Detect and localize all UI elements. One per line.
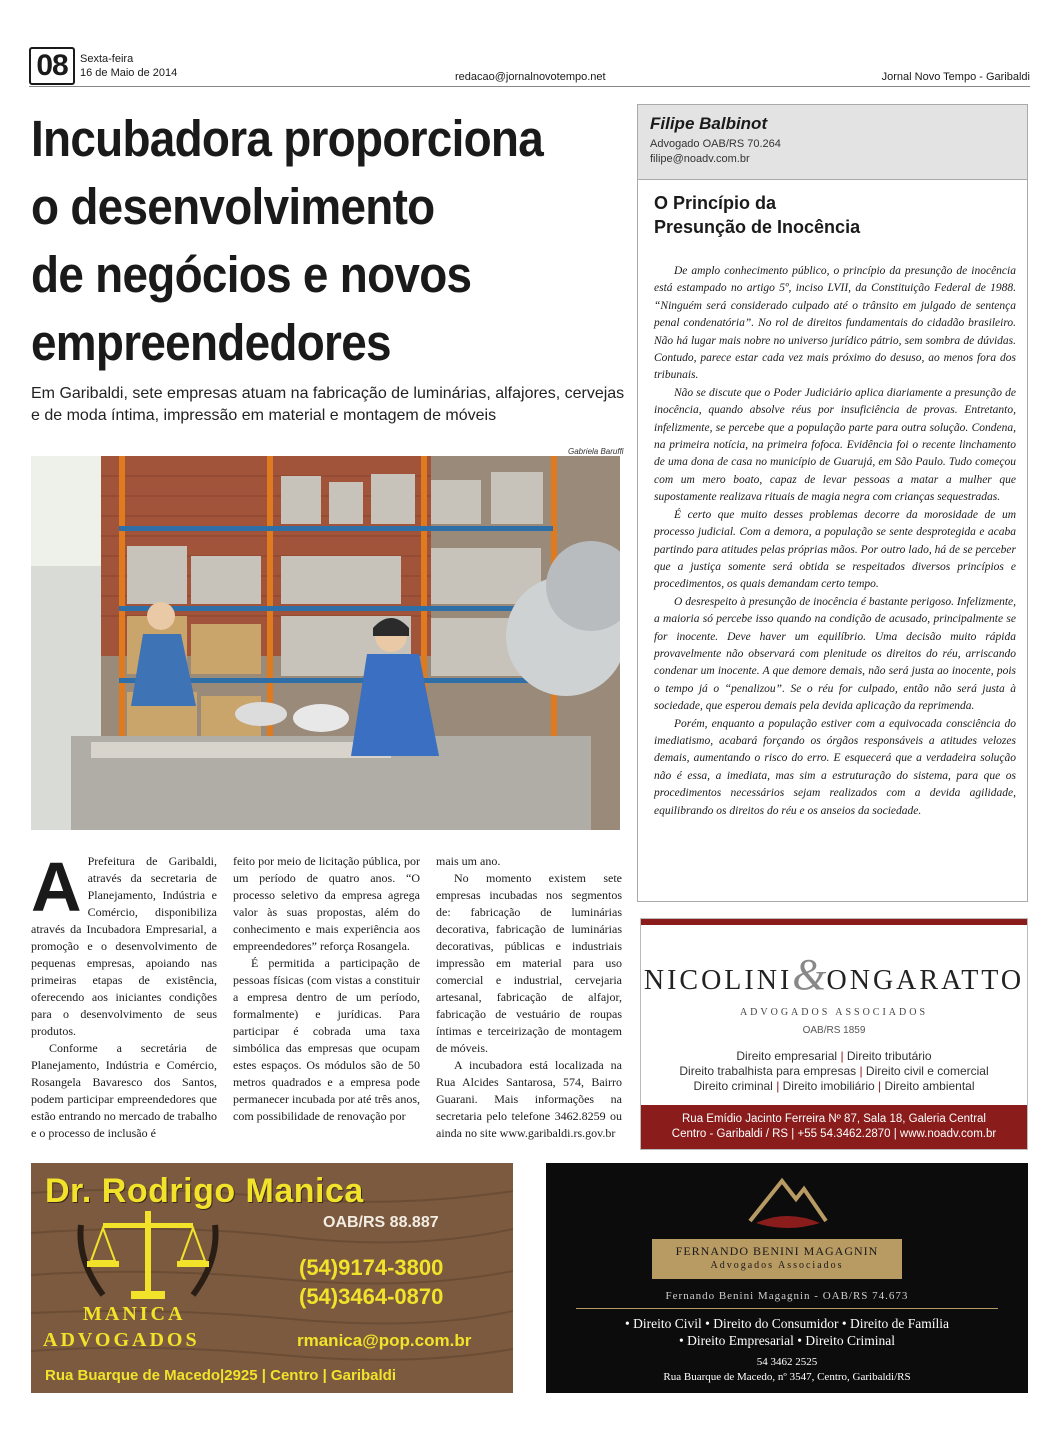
practice-area: Direito civil e comercial (865, 1064, 989, 1078)
practice-row (641, 1064, 1027, 1079)
separator: | (840, 1049, 847, 1063)
ad-contact[interactable]: Centro - Garibaldi / RS | +55 54.3462.2870 | www.noadv.com.br (671, 1128, 997, 1140)
plate-name: FERNANDO BENINI MAGAGNIN (675, 1244, 879, 1258)
separator: | (859, 1064, 866, 1078)
article-paragraph: Conforme a secretária de Planejamento, Indústria e Comércio, Rosangela Bavaresco dos Santos, podem participar empreendedores que estão entrando no mercado de trabalho e o processo de inclusão é (31, 1041, 217, 1140)
article-paragraph: feito por meio de licitação pública, por um período de quatro anos. “O processo seletivo da empresa agrega valor às suas propostas, além do conhecimento e mais experiência aos empreendedores” reforça Rosangela. (233, 854, 420, 953)
separator: | (776, 1079, 783, 1093)
logo-name-left: NICOLINI (643, 965, 793, 996)
practice-row (641, 1079, 1027, 1094)
ad-manica-advogados[interactable] (31, 1163, 513, 1393)
article-paragraph: No momento existem sete empresas incubadas nos segmentos de: fabricação de luminárias decorativa, fabricação de luminárias decorativas, públicas e industriais impressão em material para uso comercial e industrial, cervejaria artesanal, fabricação de alfajor, fabricação de vestuário de roupas íntimas e terceirização de montagem de móveis. (436, 871, 622, 1055)
photo-credit: Gabriela Baruffi (568, 447, 624, 456)
paragraph-text: Prefeitura de Garibaldi, através da secretaria de Planejamento, Indústria e Comércio, disponibiliza através da Incubadora Empresarial, a promoção e o desenvolvimento de pequenas empresas, apoiando nas primeiras etapas de existência, oferecendo aos iniciantes condições para o desenvolvimento de seus produtos. (31, 854, 217, 1038)
article-paragraph: mais um ano. (436, 854, 501, 868)
author-email[interactable]: filipe@noadv.com.br (650, 153, 750, 165)
ad-phone[interactable]: 54 3462 2525 (756, 1356, 818, 1368)
column-paragraph: Não se discute que o Poder Judiciário aplica diariamente a presunção de inocência, quando absolve réus por insuficiência de provas. Entretanto, infelizmente, se percebe que a população parte para outra solução. Condena, na primeira notícia, na primeira fofoca. Evidência foi o recente linchamento de uma dona de casa no município de Guarujá, em São Paulo. Tudo começou com um mero boato, capaz de levar pessoas a matar a mulher que supostamente realizava rituais de magia negra com crianças sequestradas. (654, 386, 1016, 504)
column-paragraph: De amplo conhecimento público, o princípio da presunção de inocência está estampado no artigo 5º, inciso LVII, da Constituição Federal de 1988. “Ninguém será considerado culpado até o trânsito em julgado de sentença penal condenatória”. No rol de direitos fundamentais do cidadão brasileiro. Não há lugar mais nobre no universo jurídico pátrio, sem sombra de dúvidas. Contudo, parece estar cada vez mais próximo do desuso, ao menos fora dos tribunais. (654, 265, 1016, 382)
column-author-box (638, 105, 1027, 180)
ad-top-bar (641, 919, 1027, 925)
scales-of-justice-icon (73, 1205, 223, 1305)
column-title: O Princípio da Presunção de Inocência (654, 193, 861, 237)
author-oab: Advogado OAB/RS 70.264 (650, 138, 781, 150)
practice-area: Direito ambiental (884, 1079, 975, 1093)
mountain-logo-icon (742, 1171, 832, 1235)
ad-phone-mobile[interactable]: (54)9174-3800 (299, 1255, 444, 1280)
column-paragraph: É certo que muito desses problemas decorre da morosidade de um processo judicial. Com a demora, a população se sente desprotegida e acaba partindo para atitudes pelas próprias mãos. Por outro lado, há de se perceber que a justiça somente será obtida se respeitados diversos princípios e procedimentos, os quais demandam certo tempo. (654, 508, 1016, 591)
article-column-2 (233, 853, 420, 1125)
page-number: 08 (29, 47, 75, 85)
ad-nicolini-ongaratto[interactable] (640, 918, 1028, 1150)
ad-signature: Fernando Benini Magagnin - OAB/RS 74.673 (665, 1290, 909, 1302)
article-column-3 (436, 853, 622, 1142)
column-paragraph: O desrespeito à presunção de inocência é bastante perigoso. Infelizmente, a maioria só percebe isso quando na condição de acusado, principalmente se for inocente. Deve haver um equilíbrio. Uma decisão muito rápida provavelmente não observará com plenitude os direitos do réu, arriscando condenar um inocente. A que demore demais, não será justa ao inocente, pois o tempo já o “penalizou”. Se o réu for culpado, então não será justa à sociedade, que esperou demais pela devida aplicação da reprimenda. (654, 595, 1016, 713)
separator: | (878, 1079, 885, 1093)
ad-address: Rua Emídio Jacinto Ferreira Nº 87, Sala 18, Galeria Central (682, 1113, 986, 1125)
ad-practice-areas (546, 1315, 1028, 1349)
ad-footer (641, 1105, 1027, 1149)
ad-address: Rua Buarque de Macedo, nº 3547, Centro, Garibaldi/RS (663, 1371, 911, 1383)
article-headline: Incubadora proporciona o desenvolvimento de negócios e novos empreendedores (31, 110, 544, 371)
logo-name-right: ONGARATTO (826, 965, 1025, 996)
logo-ampersand: & (792, 950, 827, 999)
column-paragraph: Porém, enquanto a população estiver com a equivocada consciência do imediatismo, acabará forçando os órgãos responsáveis a atitudes velozes demais, aumentando o risco do erro. E esquecerá que a verdadeira solução não é essa, a imediata, mas sim a estruturação do sistema, para que os procedimentos necessários sejam realizados com a devida agilidade, equilibrando os direitos do réu e os anseios da sociedade. (654, 717, 1016, 817)
article-paragraph (31, 848, 217, 1040)
ad-name-plate (652, 1239, 902, 1279)
practice-row (641, 1049, 1027, 1064)
drop-cap: A (31, 848, 82, 926)
article-photo (31, 456, 620, 830)
ad-oab: OAB/RS 88.887 (323, 1214, 439, 1231)
ad-logo (641, 950, 1027, 999)
weekday: Sexta-feira (80, 53, 134, 65)
column-body (654, 263, 1016, 820)
ad-brand-line2: ADVOGADOS (43, 1329, 200, 1351)
ad-fernando-benini[interactable] (546, 1163, 1028, 1393)
ad-email[interactable]: rmanica@pop.com.br (297, 1331, 472, 1350)
ad-practice-areas (641, 1049, 1027, 1094)
workshop-photo-illustration (31, 456, 620, 830)
practice-area: Direito trabalhista para empresas (679, 1064, 857, 1078)
practice-area: Direito criminal (693, 1079, 773, 1093)
practice-area: Direito tributário (846, 1049, 932, 1063)
divider (576, 1308, 998, 1309)
article-column-1 (31, 848, 217, 1142)
ad-lawyer-name: Dr. Rodrigo Manica (45, 1172, 364, 1210)
ad-address: Rua Buarque de Macedo|2925 | Centro | Garibaldi (45, 1367, 397, 1384)
header-rule (29, 86, 1030, 87)
article-paragraph: É permitida a participação de pessoas físicas (com vistas a constituir a empresa dentro de um período, formalmente) e jurídicas. Para participar é cobrada uma taxa simbólica das empresas que ocupam estes espaços. Os módulos são de 50 metros quadrados e a empresa pode permanecer incubada por até três anos, com possibilidade de renovação por (233, 956, 420, 1123)
opinion-column (637, 104, 1028, 902)
dateline (80, 52, 177, 80)
ad-subtitle: ADVOGADOS ASSOCIADOS (739, 1007, 929, 1018)
plate-subtitle: Advogados Associados (710, 1260, 844, 1271)
newspaper-name: Jornal Novo Tempo - Garibaldi (881, 71, 1030, 83)
author-name: Filipe Balbinot (650, 114, 768, 133)
ad-phone-landline[interactable]: (54)3464-0870 (299, 1284, 444, 1309)
practice-area: Direito empresarial (736, 1049, 838, 1063)
article-paragraph: A incubadora está localizada na Rua Alcides Santarosa, 574, Bairro Guarani. Mais informações na secretaria pelo telefone 3462.8259 ou ainda no site www.garibaldi.rs.gov.br (436, 1058, 622, 1140)
practice-row: • Direito Civil • Direito do Consumidor • Direito de Família (625, 1316, 949, 1331)
date: 16 de Maio de 2014 (80, 67, 178, 79)
newsroom-email[interactable]: redacao@jornalnovotempo.net (455, 71, 606, 83)
article-subtitle: Em Garibaldi, sete empresas atuam na fabricação de luminárias, alfajores, cervejas e de moda íntima, impressão em material e montagem de móveis (31, 385, 625, 424)
practice-area: Direito imobiliário (782, 1079, 875, 1093)
ad-brand-line1: MANICA (83, 1303, 186, 1325)
practice-row: • Direito Empresarial • Direito Criminal (678, 1333, 896, 1348)
ad-oab: OAB/RS 1859 (802, 1025, 866, 1036)
